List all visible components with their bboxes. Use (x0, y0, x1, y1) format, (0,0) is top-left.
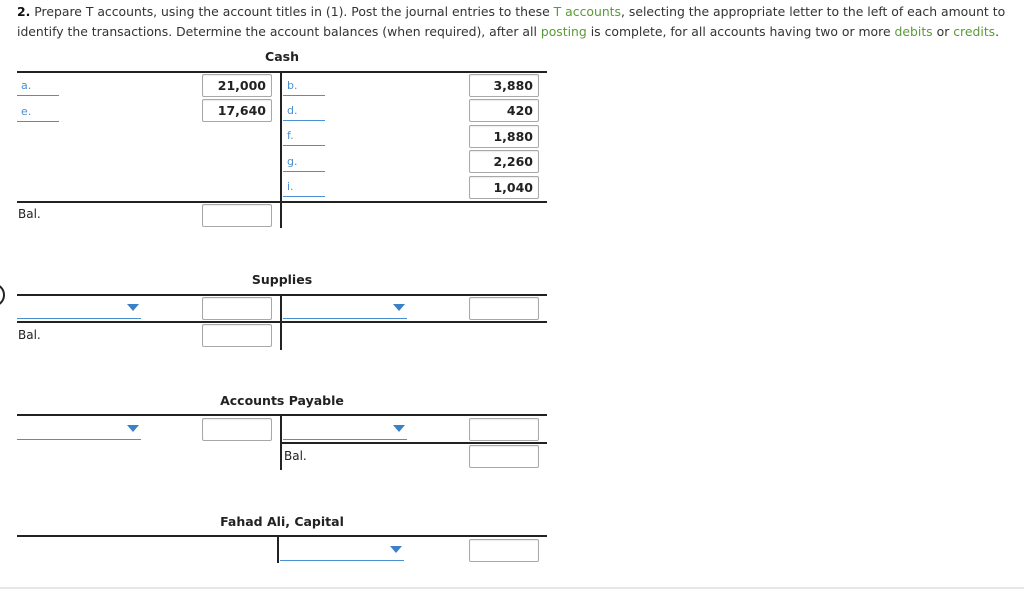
posting-link[interactable]: posting (540, 24, 587, 39)
capital-t-center-line (277, 535, 279, 563)
cash-debit-amount[interactable]: 21,000 (202, 74, 272, 97)
chevron-down-icon (127, 304, 139, 311)
cash-debit-letter[interactable]: a. (21, 79, 32, 92)
cash-credit-letter-underline (283, 171, 325, 172)
cash-credit-letter[interactable]: f. (287, 129, 294, 142)
supplies-balance-input[interactable] (202, 324, 272, 347)
question-instructions (17, 2, 1022, 42)
credits-link[interactable]: credits (953, 24, 996, 39)
chevron-down-icon (127, 425, 139, 432)
ap-balance-line (282, 442, 547, 444)
capital-t-top-line (17, 535, 547, 537)
cash-credit-letter[interactable]: d. (287, 104, 298, 117)
cash-balance-line (17, 201, 547, 203)
cash-credit-letter-underline (283, 196, 325, 197)
cash-credit-letter-underline (283, 120, 325, 121)
cash-credit-amount[interactable]: 2,260 (469, 150, 539, 173)
debits-link[interactable]: debits (894, 24, 933, 39)
cash-debit-letter[interactable]: e. (21, 105, 32, 118)
instruction-text: . (995, 24, 1000, 39)
circle-marker-icon (0, 281, 8, 309)
cash-credit-letter[interactable]: i. (287, 180, 294, 193)
cash-credit-amount[interactable]: 1,880 (469, 125, 539, 148)
ap-t-top-line (17, 414, 547, 416)
supplies-balance-line (17, 321, 547, 323)
question-number: 2. (17, 4, 31, 19)
cash-credit-letter-underline (283, 95, 325, 96)
cash-balance-input[interactable] (202, 204, 272, 227)
supplies-t-top-line (17, 294, 547, 296)
cash-debit-amount[interactable]: 17,640 (202, 99, 272, 122)
cash-credit-amount[interactable]: 1,040 (469, 176, 539, 199)
supplies-credit-amount[interactable] (469, 297, 539, 320)
cash-t-top-line (17, 71, 547, 73)
supplies-account-title: Supplies (251, 272, 313, 287)
cash-debit-letter-underline (17, 121, 59, 122)
ap-balance-label: Bal. (284, 449, 307, 463)
ap-debit-letter-select[interactable] (17, 419, 141, 440)
capital-credit-amount[interactable] (469, 539, 539, 562)
t-accounts-link[interactable]: T accounts (553, 4, 621, 19)
instruction-text: or (936, 24, 950, 39)
cash-credit-letter[interactable]: b. (287, 79, 298, 92)
ap-credit-amount[interactable] (469, 418, 539, 441)
ap-credit-letter-select[interactable] (283, 419, 407, 440)
supplies-debit-amount[interactable] (202, 297, 272, 320)
cash-credit-amount[interactable]: 420 (469, 99, 539, 122)
cash-debit-letter-underline (17, 95, 59, 96)
instruction-text: Prepare T accounts, using the account titles in (1). Post the journal entries to these (34, 4, 550, 19)
ap-balance-input[interactable] (469, 445, 539, 468)
capital-account-title: Fahad Ali, Capital (220, 514, 344, 529)
cash-credit-amount[interactable]: 3,880 (469, 74, 539, 97)
cash-credit-letter-underline (283, 145, 325, 146)
accounts-payable-title: Accounts Payable (220, 393, 344, 408)
cash-credit-letter[interactable]: g. (287, 155, 298, 168)
ap-debit-amount[interactable] (202, 418, 272, 441)
capital-credit-letter-select[interactable] (280, 540, 404, 561)
chevron-down-icon (393, 425, 405, 432)
chevron-down-icon (393, 304, 405, 311)
instruction-text: , selecting the appropriate letter to the left of each amount to identify the transactions. Determine the account balances (when required), after all (17, 4, 1006, 39)
supplies-credit-letter-select[interactable] (283, 298, 407, 319)
cash-account-title: Cash (265, 49, 299, 64)
instruction-text: is complete, for all accounts having two or more (590, 24, 891, 39)
supplies-balance-label: Bal. (18, 328, 41, 342)
cash-t-center-line (280, 71, 282, 228)
chevron-down-icon (390, 546, 402, 553)
supplies-debit-letter-select[interactable] (17, 298, 141, 319)
cash-balance-label: Bal. (18, 207, 41, 221)
